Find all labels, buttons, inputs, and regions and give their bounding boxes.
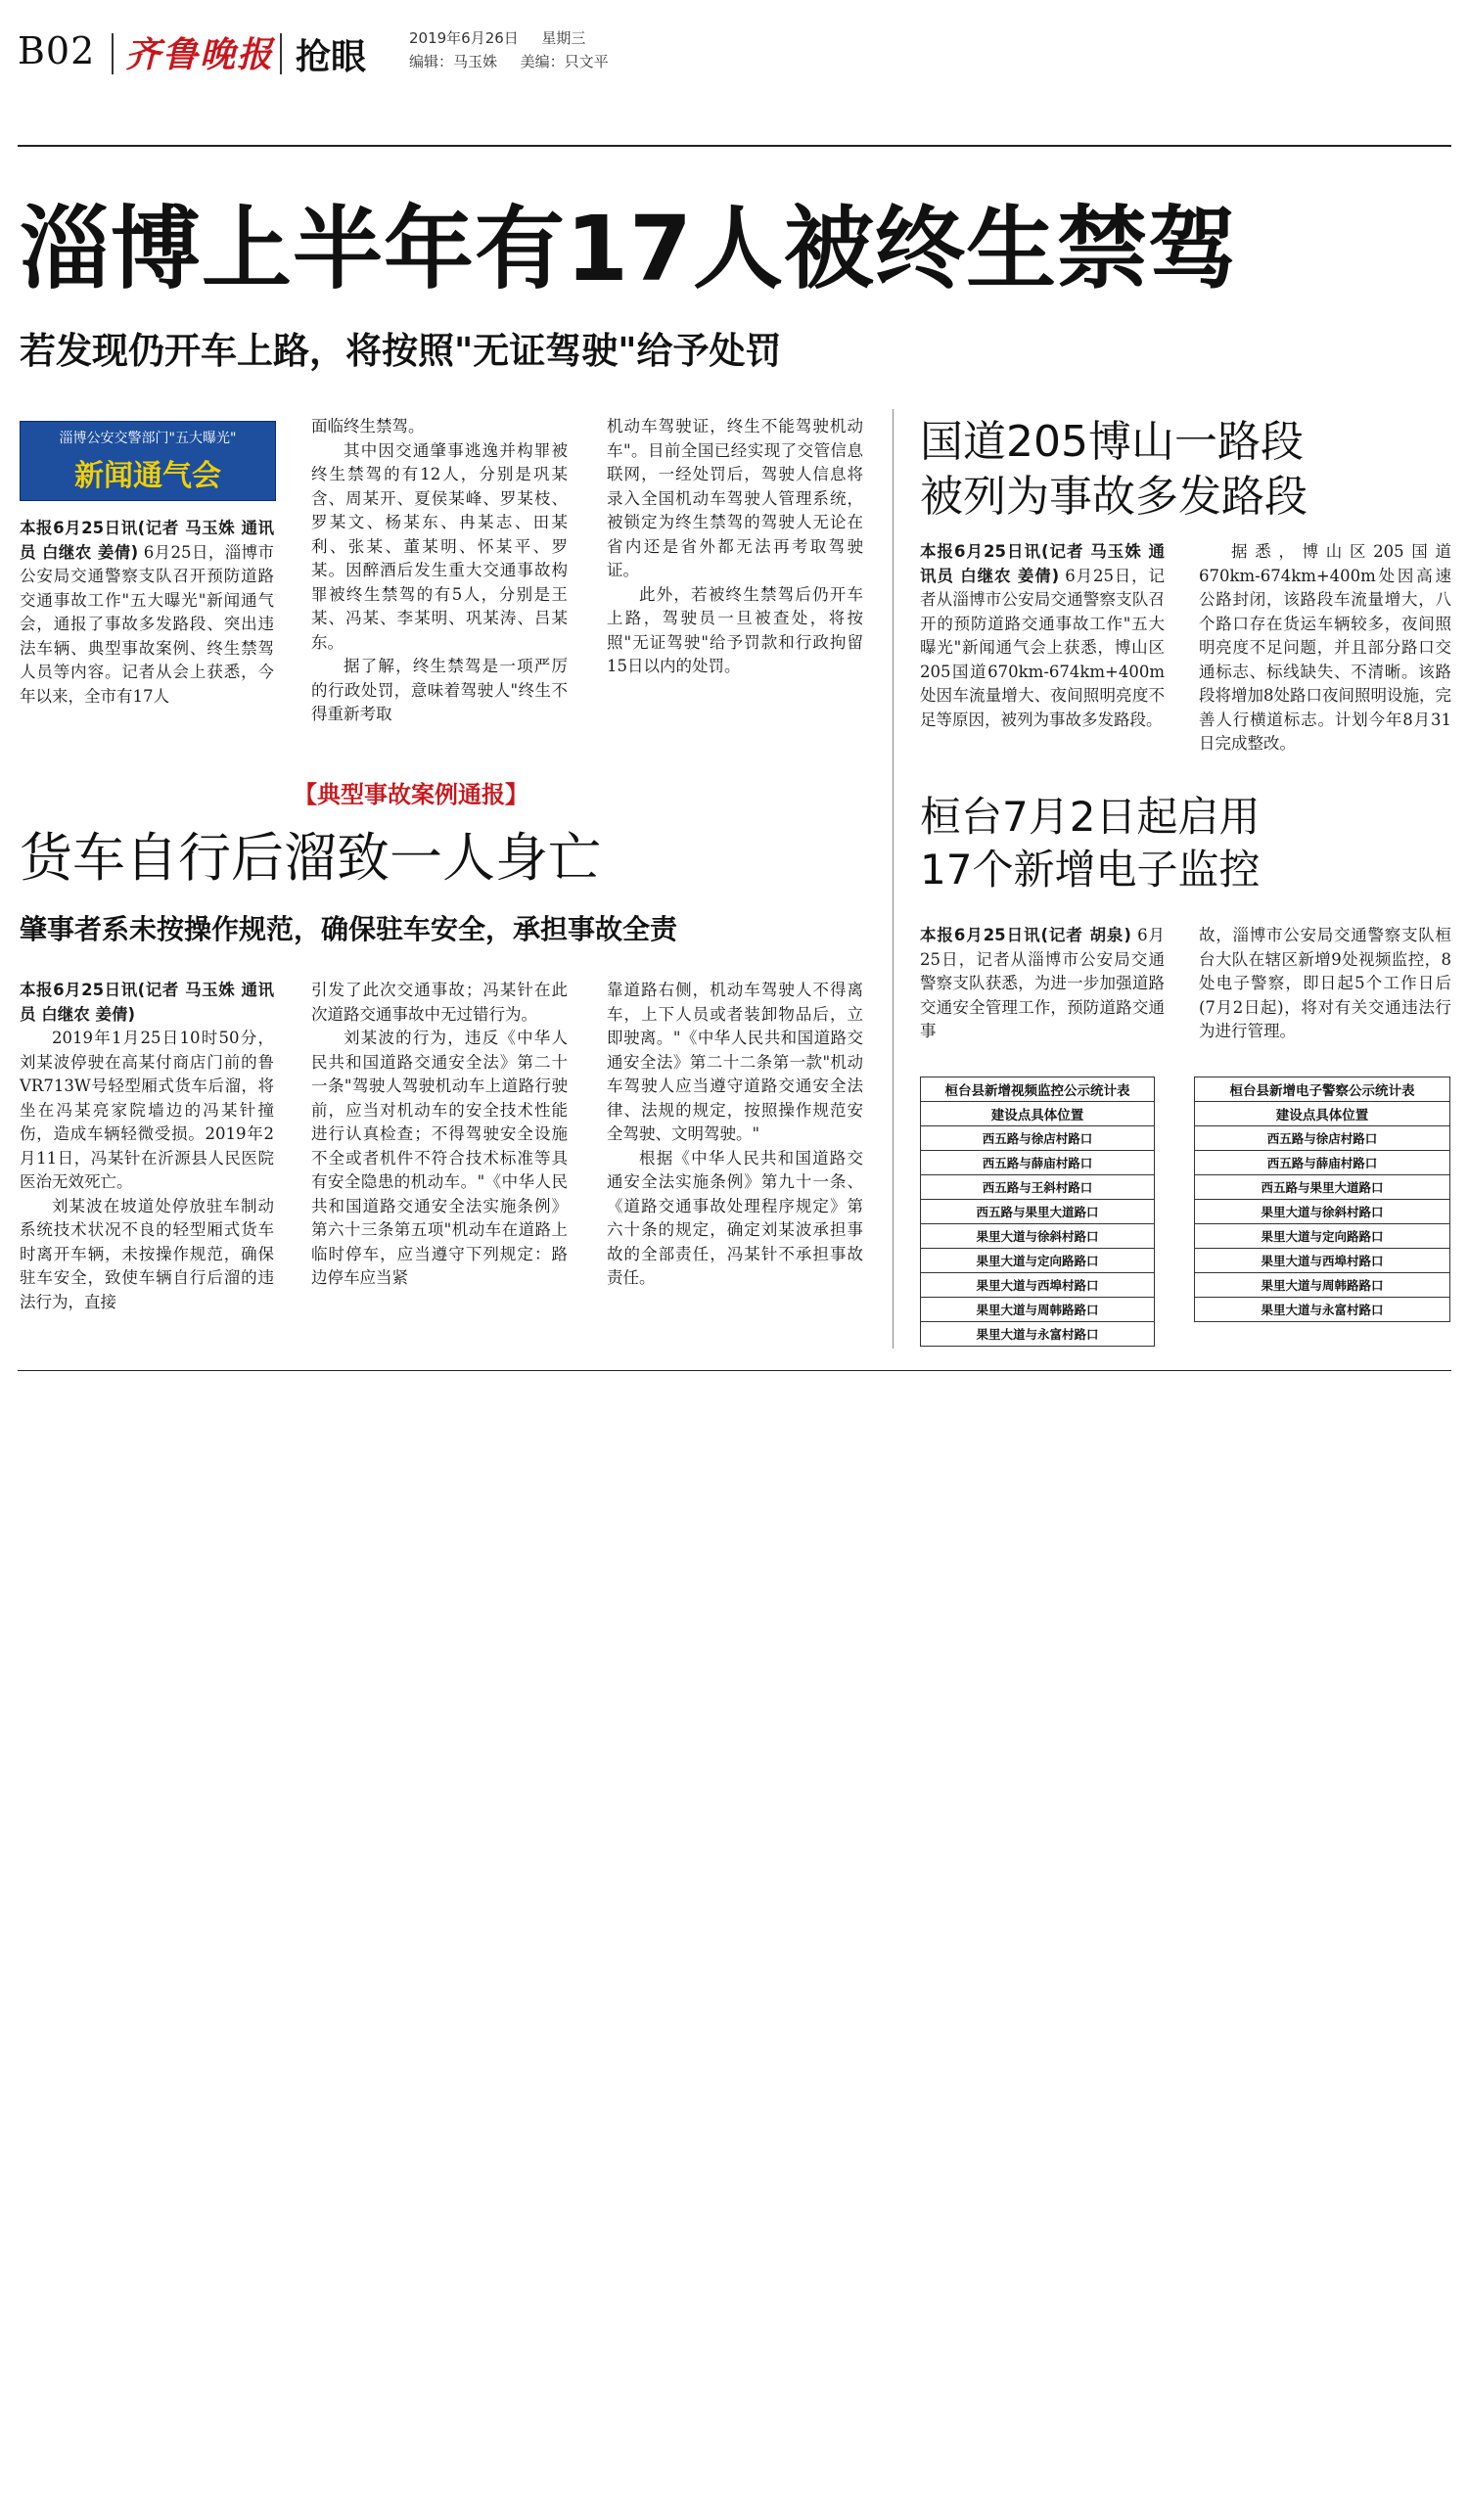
- page-number: B02: [18, 29, 96, 72]
- video-monitor-table: [920, 1077, 1155, 1347]
- article4-column-2: [1199, 924, 1451, 1044]
- table-row: 西五路与薛庙村路口: [1195, 1151, 1450, 1175]
- article4-column-1: [920, 924, 1165, 1044]
- article2-text-2b: 刘某波的行为，违反《中华人民共和国道路交通安全法》第二十一条"驾驶人驾驶机动车上道路行驶前，应当对机动车的安全技术性能进行认真检查；不得驾驶安全设施不全或者机件不符合技术标准等具有安全隐患的机动车。"《中华人民共和国道路交通安全法实施条例》第六十三条第五项"机动车在道路上临时停车，应当遵守下列规定：路边停车应当紧: [311, 1029, 568, 1287]
- table-row: 果里大道与周韩路路口: [1195, 1273, 1450, 1298]
- table-row: 西五路与徐店村路口: [921, 1126, 1155, 1151]
- electronic-police-table: [1194, 1077, 1450, 1322]
- table-row: 果里大道与西埠村路口: [921, 1273, 1155, 1298]
- table-row: 西五路与果里大道路口: [1195, 1175, 1450, 1200]
- article1-text-2b: 其中因交通肇事逃逸并构罪被终生禁驾的有12人，分别是巩某含、周某开、夏侯某峰、罗某枝、罗某文、杨某东、冉某志、田某利、张某、董某明、怀某平、罗某。因醉酒后发生重大交通事故构罪被终生禁驾的有5人，分别是王某、冯某、李某明、巩某涛、吕某东。: [311, 440, 568, 652]
- article2-byline: 本报6月25日讯(记者 马玉姝 通讯员 白继农 姜倩): [20, 981, 274, 1024]
- section-name: 抢眼: [296, 37, 367, 77]
- table2-title: 桓台县新增电子警察公示统计表: [1195, 1077, 1450, 1102]
- article2-text-3b: 根据《中华人民共和国道路交通安全法实施条例》第九十一条、《道路交通事故处理程序规定》第六十条的规定，确定刘某波承担事故的全部责任，冯某针不承担事故责任。: [607, 1148, 863, 1287]
- badge-top-text: 淄博公安交警部门"五大曝光": [59, 431, 237, 446]
- masthead-rule: [18, 145, 1451, 147]
- article2-column-3: [607, 979, 863, 1291]
- article4-headline-line1: 桓台7月2日起启用: [920, 793, 1261, 841]
- bottom-rule: [18, 1370, 1451, 1371]
- article2-label: 【典型事故案例通报】: [294, 781, 528, 808]
- article3-text-2: 据悉，博山区205国道670km-674km+400m处因高速公路封闭，该路段车流量增大，八个路口存在货运车辆较多，夜间照明亮度不足问题，并且部分路口交通标志、标线缺失、不清晰。该路段将增加8处路口夜间照明设施，完善人行横道标志。计划今年8月31日完成整改。: [1199, 542, 1451, 753]
- article1-text-3b: 此外，若被终生禁驾后仍开车上路，驾驶员一旦被查处，将按照"无证驾驶"给予罚款和行政拘留15日以内的处罚。: [607, 584, 863, 675]
- article3-column-2: [1199, 540, 1451, 756]
- article1-headline: 淄博上半年有17人被终生禁驾: [20, 197, 1240, 301]
- table-row: 果里大道与定向路路口: [1195, 1224, 1450, 1249]
- table-row: 果里大道与定向路路口: [921, 1249, 1155, 1273]
- article1-text-3a: 机动车驾驶证，终生不能驾驶机动车"。目前全国已经实现了交管信息联网，一经处罚后，驾驶人信息将录入全国机动车驾驶人管理系统，被锁定为终生禁驾的驾驶人无论在省内还是省外都无法再考取驾驶证。: [607, 417, 863, 579]
- article2-text-1a: 2019年1月25日10时50分，刘某波停驶在高某付商店门前的鲁VR713W号轻型厢式货车后溜，将坐在冯某亮家院墙边的冯某针撞伤，造成车辆轻微受损。2019年2月11日，冯某针在沂源县人民医院医治无效死亡。: [20, 1029, 274, 1191]
- table2-header: 建设点具体位置: [1195, 1102, 1450, 1126]
- masthead: [18, 22, 1456, 80]
- article1-byline: 本报6月25日讯(记者 马玉姝 通讯员 白继农 姜倩): [20, 519, 274, 562]
- article1-column-1: [20, 517, 274, 709]
- article4-byline: 本报6月25日讯(记者 胡泉): [920, 926, 1131, 944]
- article4-text-2: 故，淄博市公安局交通警察支队桓台大队在辖区新增9处视频监控，8处电子警察，即日起5个工作日后(7月2日起)，将对有关交通违法行为进行管理。: [1199, 926, 1451, 1040]
- article3-byline: 本报6月25日讯(记者 马玉姝 通讯员 白继农 姜倩): [920, 542, 1165, 585]
- paper-logo: 齐鲁晚报: [125, 34, 275, 75]
- article3-headline-line1: 国道205博山一路段: [920, 417, 1304, 467]
- news-briefing-badge: [20, 421, 276, 501]
- table-row: 西五路与薛庙村路口: [921, 1151, 1155, 1175]
- table-row: 果里大道与永富村路口: [1195, 1298, 1450, 1322]
- article4-headline-line2: 17个新增电子监控: [920, 846, 1261, 893]
- article1-text-2c: 据了解，终生禁驾是一项严厉的行政处罚，意味着驾驶人"终生不得重新考取: [311, 657, 568, 723]
- article4-text-1: 6月25日，记者从淄博市公安局交通警察支队获悉，为进一步加强道路交通安全管理工作，预防道路交通事: [920, 926, 1165, 1040]
- table-row: 果里大道与徐斜村路口: [921, 1224, 1155, 1249]
- article2-column-2: [311, 979, 568, 1291]
- issue-weekday: 星期三: [541, 29, 586, 47]
- article3-column-1: [920, 540, 1165, 732]
- designer-credit: 美编：只文平: [520, 53, 609, 70]
- article1-column-3: [607, 415, 863, 679]
- article3-headline-line2: 被列为事故多发路段: [920, 472, 1307, 522]
- article1-column-2: [311, 415, 568, 727]
- article3-text-1: 6月25日，记者从淄博市公安局交通警察支队召开的预防道路交通事故工作"五大曝光"新闻通气会上获悉，博山区205国道670km-674km+400m处因车流量增大、夜间照明亮度不足等原因，被列为事故多发路段。: [920, 566, 1165, 729]
- article2-text-2a: 引发了此次交通事故；冯某针在此次道路交通事故中无过错行为。: [311, 981, 568, 1024]
- editor-credit: 编辑：马玉姝: [409, 53, 498, 70]
- article2-headline: 货车自行后溜致一人身亡: [20, 827, 601, 889]
- article1-subhead: 若发现仍开车上路，将按照"无证驾驶"给予处罚: [20, 330, 782, 372]
- article2-text-3a: 靠道路右侧，机动车驾驶人不得离车，上下人员或者装卸物品后，立即驶离。"《中华人民共和国道路交通安全法》第二十二条第一款"机动车驾驶人应当遵守道路交通安全法律、法规的规定，按照操作规范安全驾驶、文明驾驶。": [607, 981, 863, 1143]
- table-row: 西五路与王斜村路口: [921, 1175, 1155, 1200]
- badge-main-text: 新闻通气会: [74, 459, 221, 493]
- article2-column-1: [20, 979, 274, 1314]
- table1-title: 桓台县新增视频监控公示统计表: [921, 1077, 1155, 1102]
- table-row: 西五路与果里大道路口: [921, 1200, 1155, 1224]
- article1-text-1: 6月25日，淄博市公安局交通警察支队召开预防道路交通事故工作"五大曝光"新闻通气会，通报了事故多发路段、突出违法车辆、典型事故案例、终生禁驾人员等内容。记者从会上获悉，今年以来，全市有17人: [20, 542, 274, 706]
- table-row: 西五路与徐店村路口: [1195, 1126, 1450, 1151]
- table1-header: 建设点具体位置: [921, 1102, 1155, 1126]
- article2-text-1b: 刘某波在坡道处停放驻车制动系统技术状况不良的轻型厢式货车时离开车辆，未按操作规范，确保驻车安全，致使车辆自行后溜的违法行为，直接: [20, 1196, 274, 1311]
- table-row: 果里大道与周韩路路口: [921, 1298, 1155, 1322]
- article2-subhead: 肇事者系未按操作规范，确保驻车安全，承担事故全责: [20, 913, 678, 945]
- masthead-divider-2: [280, 33, 282, 74]
- masthead-divider: [112, 33, 114, 74]
- table-row: 果里大道与徐斜村路口: [1195, 1200, 1450, 1224]
- table-row: 果里大道与永富村路口: [921, 1322, 1155, 1347]
- issue-date: 2019年6月26日: [409, 29, 519, 47]
- vertical-divider: [893, 409, 894, 1349]
- article1-text-2a: 面临终生禁驾。: [311, 417, 425, 435]
- table-row: 果里大道与西埠村路口: [1195, 1249, 1450, 1273]
